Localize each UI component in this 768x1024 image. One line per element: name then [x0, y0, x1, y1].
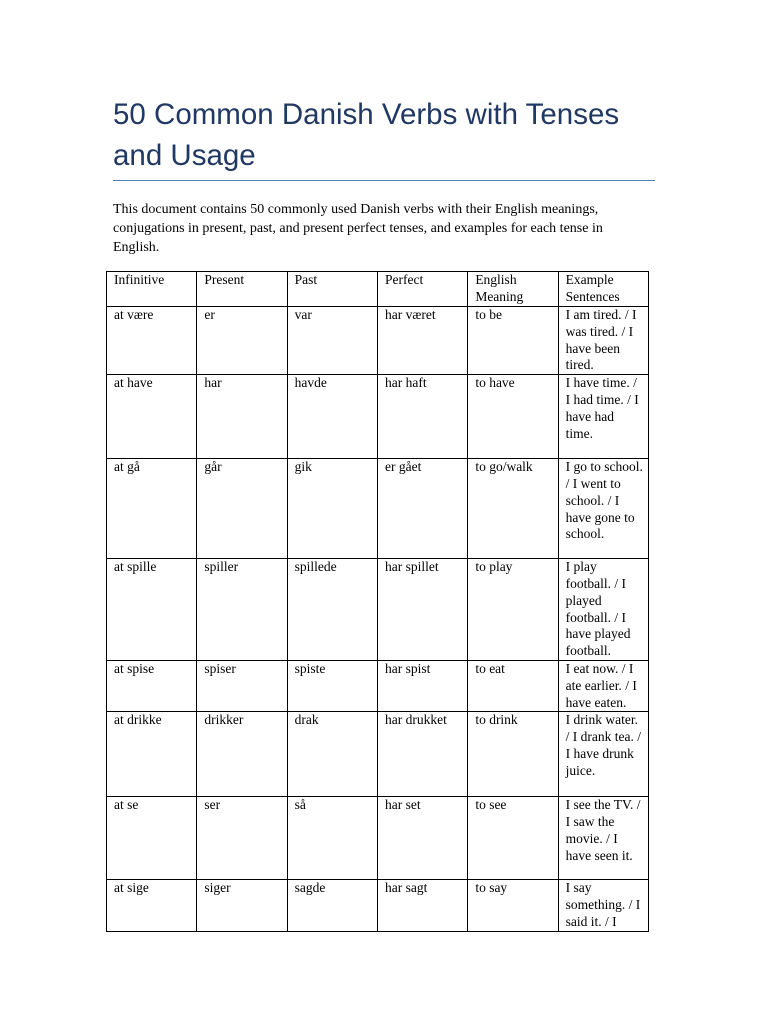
table-body — [107, 307, 649, 932]
cell-english-meaning: to say — [468, 880, 558, 931]
cell-example-sentences: I play football. / I played football. / I have played football. — [558, 559, 648, 661]
cell-infinitive: at sige — [107, 880, 197, 931]
header-english-meaning: English Meaning — [468, 272, 558, 307]
cell-present: drikker — [197, 712, 287, 797]
cell-english-meaning: to see — [468, 797, 558, 880]
table-row — [107, 559, 649, 661]
cell-present: går — [197, 459, 287, 559]
cell-present: spiser — [197, 660, 287, 711]
cell-perfect: har spist — [377, 660, 467, 711]
cell-past: spillede — [287, 559, 377, 661]
cell-present: siger — [197, 880, 287, 931]
cell-example-sentences: I see the TV. / I saw the movie. / I have seen it. — [558, 797, 648, 880]
table-row — [107, 459, 649, 559]
cell-english-meaning: to go/walk — [468, 459, 558, 559]
cell-past: drak — [287, 712, 377, 797]
cell-infinitive: at gå — [107, 459, 197, 559]
cell-past: havde — [287, 375, 377, 459]
cell-infinitive: at være — [107, 307, 197, 375]
header-perfect: Perfect — [377, 272, 467, 307]
table-row — [107, 307, 649, 375]
cell-past: spiste — [287, 660, 377, 711]
cell-present: er — [197, 307, 287, 375]
cell-perfect: er gået — [377, 459, 467, 559]
cell-past: så — [287, 797, 377, 880]
cell-perfect: har set — [377, 797, 467, 880]
header-row — [107, 272, 649, 307]
cell-infinitive: at spise — [107, 660, 197, 711]
cell-perfect: har været — [377, 307, 467, 375]
cell-perfect: har haft — [377, 375, 467, 459]
cell-infinitive: at have — [107, 375, 197, 459]
cell-english-meaning: to drink — [468, 712, 558, 797]
intro-paragraph: This document contains 50 commonly used Danish verbs with their English meanings, conjugations in present, past, and present perfect tenses, and examples for each tense in English. — [113, 202, 603, 255]
cell-example-sentences: I have time. / I had time. / I have had time. — [558, 375, 648, 459]
cell-past: var — [287, 307, 377, 375]
cell-infinitive: at se — [107, 797, 197, 880]
cell-past: gik — [287, 459, 377, 559]
cell-past: sagde — [287, 880, 377, 931]
cell-infinitive: at spille — [107, 559, 197, 661]
cell-perfect: har sagt — [377, 880, 467, 931]
table-row — [107, 660, 649, 711]
header-example-sentences: Example Sentences — [558, 272, 648, 307]
cell-example-sentences: I say something. / I said it. / I — [558, 880, 648, 931]
cell-perfect: har spillet — [377, 559, 467, 661]
header-past: Past — [287, 272, 377, 307]
cell-present: spiller — [197, 559, 287, 661]
table-row — [107, 880, 649, 931]
header-infinitive: Infinitive — [107, 272, 197, 307]
table-row — [107, 797, 649, 880]
cell-example-sentences: I drink water. / I drank tea. / I have drunk juice. — [558, 712, 648, 797]
cell-perfect: har drukket — [377, 712, 467, 797]
cell-example-sentences: I go to school. / I went to school. / I have gone to school. — [558, 459, 648, 559]
cell-example-sentences: I am tired. / I was tired. / I have been tired. — [558, 307, 648, 375]
cell-example-sentences: I eat now. / I ate earlier. / I have eaten. — [558, 660, 648, 711]
cell-english-meaning: to have — [468, 375, 558, 459]
table-row — [107, 375, 649, 459]
cell-english-meaning: to be — [468, 307, 558, 375]
cell-english-meaning: to eat — [468, 660, 558, 711]
verb-table — [106, 271, 649, 932]
cell-infinitive: at drikke — [107, 712, 197, 797]
header-present: Present — [197, 272, 287, 307]
cell-present: ser — [197, 797, 287, 880]
document-title: 50 Common Danish Verbs with Tenses and Usage — [113, 94, 655, 181]
cell-present: har — [197, 375, 287, 459]
cell-english-meaning: to play — [468, 559, 558, 661]
table-row — [107, 712, 649, 797]
